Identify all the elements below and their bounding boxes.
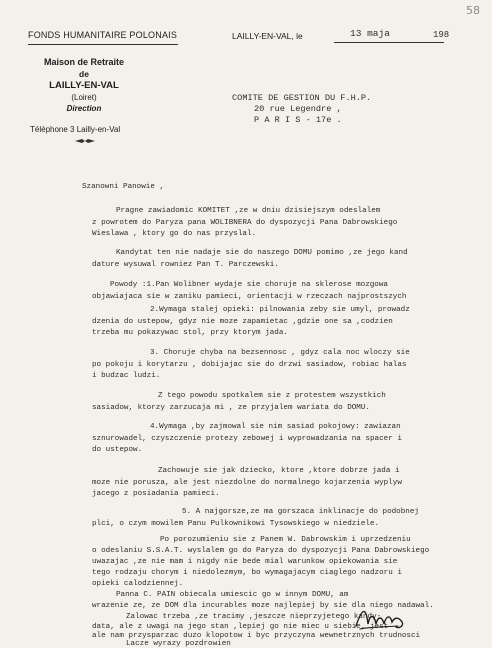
body-line: sasiadow, ktorzy zarzucaja mi , ze przyjalem wariata do DOMU.: [92, 404, 370, 412]
body-line: dzenia do ustepow, gdyz nie moze zapamietac ,gdzie one sa ,codzien: [92, 318, 393, 326]
recipient-line3: P A R I S - 17e .: [254, 115, 342, 125]
organization-name: FONDS HUMANITAIRE POLONAIS: [28, 30, 178, 40]
letter-year: 198: [433, 30, 450, 40]
place-label: LAILLY-EN-VAL, le: [232, 31, 303, 41]
recipient-line2: 20 rue Legendre ,: [254, 104, 342, 114]
body-line: 3. Choruje chyba na bezsennosc , gdyz cala noc wloczy sie: [150, 349, 410, 357]
letterhead-line1: Maison de Retraite: [43, 57, 125, 67]
body-line: i budzac ludzi.: [92, 372, 161, 380]
closing-line: Lacze wyrazy pozdrowien: [126, 640, 231, 648]
body-line: Panna C. PAIN obiecala umiescic go w innym DOMU, am: [116, 591, 349, 599]
body-line: Zalowac trzeba ,ze tracimy ,jeszcze nieprzyjetego kandy-: [126, 613, 382, 621]
body-line: moze nie porusza, ale jest niezdolne do normalnego kojarzenia wyplyw: [92, 479, 402, 487]
body-line: jacego z posiadania pamieci.: [92, 490, 220, 498]
body-line: tego rodzaju chorym i niedolezmym, bo wymagajacym ciaglego nadzoru i: [92, 569, 402, 577]
body-line: o odeslaniu S.S.A.T. wyslalem go do Paryza do dyspozycji Pana Dabrowskiego: [92, 547, 430, 555]
body-line: dature wysuwal rowniez Pan T. Parczewski.: [92, 261, 279, 269]
body-line: trzeba mu pokazywac stol, przy ktorym jada.: [92, 329, 288, 337]
salutation: Szanowni Panowie ,: [82, 183, 165, 191]
body-line: plci, o czym mowilem Panu Pulkownikowi Tysowskiego w niedziele.: [92, 520, 380, 528]
body-line: Z tego powodu spotkalem sie z protestem wszystkich: [158, 392, 386, 400]
body-line: data, ale z uwagi na jego stan ,lepiej go nie miec u siebie, jest: [92, 623, 389, 631]
header-rule-left: [28, 44, 178, 45]
body-line: po pokoju i korytarzu , dobijajac sie do drzwi sasiadow, robiac halas: [92, 361, 407, 369]
letter-date: 13 maja: [350, 28, 390, 39]
letterhead-line4: (Loiret): [71, 93, 97, 102]
body-line: 4.Wymaga ,by zajmowal sie nim sasiad pokojowy: zawiazan: [150, 423, 401, 431]
pencil-page-number: 58: [466, 4, 480, 17]
letterhead-phone: Téléphone 3 Lailly-en-Val: [30, 125, 121, 134]
body-line: Kandytat ten nie nadaje sie do naszego DOMU pomimo ,ze jego kand: [116, 249, 408, 257]
letterhead-line2: de: [79, 69, 89, 79]
body-line: sznurowadel, czyszczenie protezy zebowej i wyprowadzania na spacer i: [92, 435, 402, 443]
body-line: wrazenie ze, ze DOM dla incurables moze najlepiej by sie dla niego nadawal.: [92, 602, 434, 610]
body-line: 2.Wymaga stalej opieki: pilnowania zeby sie umyl, prowadz: [150, 306, 410, 314]
body-line: opieki calodziennej.: [92, 580, 184, 588]
letterhead-line3: LAILLY-EN-VAL: [49, 80, 119, 91]
body-line: Wieslawa , ktory go do nas przyslal.: [92, 230, 257, 238]
body-line: uwazajac ,ze nie mam i nigdy nie bede mial warunkow opiekowania sie: [92, 558, 398, 566]
body-line: Po porozumieniu sie z Panem W. Dabrowskim i uprzedzeniu: [160, 536, 411, 544]
recipient-line1: COMITE DE GESTION DU F.H.P.: [232, 93, 372, 103]
body-line: Powody :1.Pan Wolibner wydaje sie choruje na sklerose mozgowa: [110, 281, 388, 289]
handwritten-signature: [352, 600, 412, 634]
body-line: objawiajaca sie w zaniku pamieci, orientacji w rzeczach najprostszych: [92, 293, 407, 301]
letterhead-line5: Direction: [66, 104, 102, 113]
body-line: 5. A najgorsze,ze ma gorszaca inklinacje do podobnej: [182, 508, 419, 516]
body-line: Pragne zawiadomic KOMITET ,ze w dniu dzisiejszym odeslalem: [116, 207, 381, 215]
date-underline: [334, 42, 444, 43]
body-line: z powrotem do Paryza pana WOLIBNERA do dyspozycji Pana Dabrowskiego: [92, 219, 398, 227]
ornament-icon: [74, 138, 96, 144]
body-line: Zachowuje sie jak dziecko, ktore ,ktore dobrze jada i: [158, 467, 400, 475]
body-line: ale nam przysparzac duzo klopotow i byc przyczyna wewnetrznych trudnosci: [92, 632, 421, 640]
body-line: do ustepow.: [92, 446, 143, 454]
